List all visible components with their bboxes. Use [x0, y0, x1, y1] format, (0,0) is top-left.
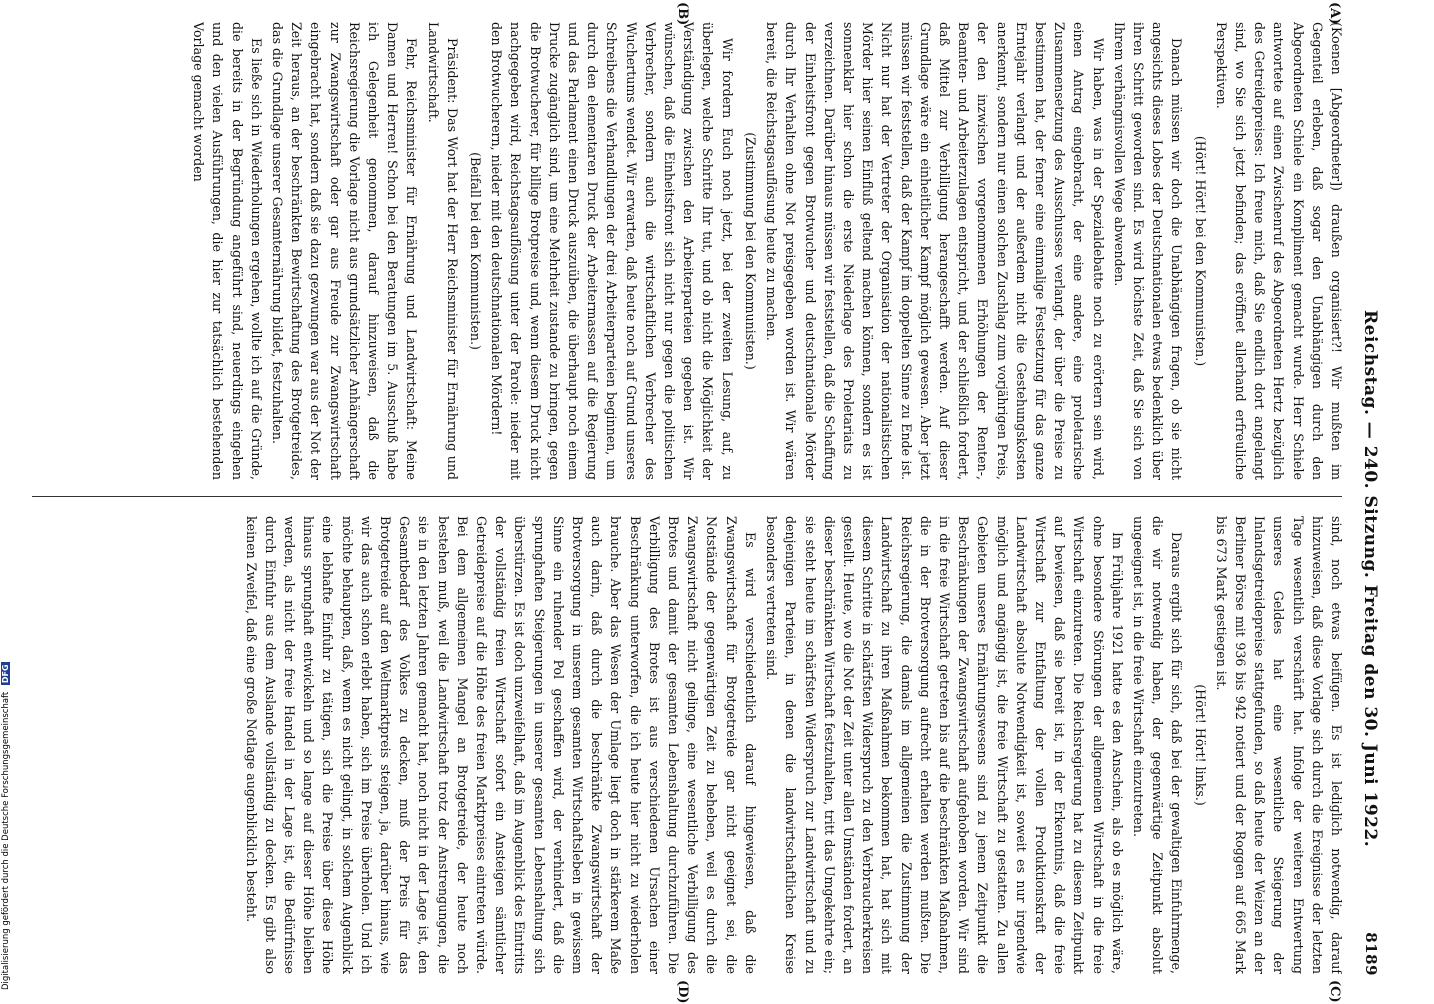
paragraph: Wir haben, was in der Spezialdebatte noch zu erörtern sein wird, einen Antrag eingebracht, der eine andere, eine proletarische Zusammensetzung des Ausschusses verlangt, der über die Preise zu bestimmen hat, der ferner eine einmalige Festsetzung für das ganze Erntejahr verlangt und der außerdem nicht die Gestehungskosten anerkennt, sondern nur einen solchen Zuschlag zum vorjährigen Preis, der den inzwischen vorgenommenen Erhöhungen der Renten-, Beamten- und Arbeiterzulagen entspricht, und der schließlich fordert, daß Mittel zur Verbilligung herangeschafft werden. Auf dieser Grundlage wäre ein einheitlicher Kampf möglich gewesen. Aber jetzt müssen wir feststellen, daß der Kampf im doppelten Sinne zu Ende ist. Nicht nur hat der Vertreter der Organisation der nationalistischen Mörder hier seinen Einfluß geltend machen können, sondern es ist sonnenklar hier schon die erste Niederlage des Proletariats zu verzeichnen. Darüber hinaus müssen wir feststellen, daß die Schaffung der Einheitsfront gegen Brotwucher und deutschnationale Mörder durch Ihr Verhalten ohne Not preisgegeben worden ist. Wir wären bereit, die Reichstagsauflösung heute zu machen. [764, 22, 1106, 480]
paragraph: Daraus ergibt sich für sich, daß bei der gewaltigen Einfuhrmenge, die wir notwendig haben, der gegenwärtige Zeitpunkt absolut ungeeignet ist, in die freie Wirtschaft einzutreten. [1130, 516, 1185, 974]
interjection: (Hört! Hört! links.) [1192, 684, 1208, 806]
interjection: (Beifall bei den Kommunisten.) [468, 152, 484, 350]
margin-mark-b: (B) [675, 2, 690, 26]
paragraph: Danach müssen wir doch die Unabhängigen fragen, ob sie nicht angesichts dieses Lobes der Deutschnationalen etwas bedenklich über ihren Schritt geworden sind. Es wird höchste Zeit, daß Sie sich von Ihrem verhängnisvollen Wege abwenden. [1111, 22, 1185, 480]
margin-mark-c: (C) [1327, 980, 1342, 1003]
speaker-paragraph: Präsident: Das Wort hat der Herr Reichsminister für Ernährung und Landwirtschaft. [425, 22, 460, 480]
right-column [26, 516, 1346, 974]
rotated-scan-page [10, 0, 1390, 1004]
margin-mark-a: (A) [1327, 2, 1342, 25]
credit-text: Digitalisierung gefördert durch die Deutsche Forschungsgemeinschaft [1, 691, 11, 990]
paragraph: Es ließe sich in Wiederholungen ergehen, wollte ich auf die Gründe, die bereits in der Begründung angeführt sind, neuerdings eingehen und den vielen Ausführungen, die hier zur tatsächlich bestehenden Vorlage gemacht worden [191, 22, 264, 480]
paragraph: (Koenen [Abgeordneter]) draußen organisiert?! Wir mußten im Gegenteil erleben, daß sogar den Unabhängigen durch den Abgeordneten Schiele ein Kompliment gemacht wurde. Herr Schiele antwortete auf einen Zwischenruf des Abgeordneten Hertz bezüglich des Getreidepreises: Ich freue mich, daß Sie endlich dort angelangt sind, wo Sie sich jetzt befinden; das eröffnet allerhand erfreuliche Perspektiven. [1213, 22, 1344, 480]
paragraph: Wir fordern Euch noch jetzt, bei der zweiten Lesung, auf, zu überlegen, welche Schritte Ihr tut, und ob nicht die Möglichkeit der Verständigung zwischen den Arbeiterparteien gegeben ist. Wir wünschen, daß die Einheitsfront sich nicht nur gegen die politischen Verbrecher, sondern auch die wirtschaftlichen Verbrecher des Wuchertums wendet. Wir erwarten, daß heute noch auf Grund unseres Schreibens die Verhandlungen der drei Arbeiterparteien beginnen, um durch den elementaren Druck der Arbeitermassen auf die Regierung und das Parlament einen Druck auszuüben, die überhaupt noch einem Drucke zugänglich sind, um eine Mehrheit zustande zu bringen, gegen die Brotwucherer, für billige Brotpreise und, wenn diesem Druck nicht nachgegeben wird, Reichstagsauflösung unter der Parole: nieder mit den Brotwucherern, nieder mit den deutschnationalen Mördern! [489, 22, 735, 480]
running-head [1354, 20, 1384, 980]
interjection: (Zustimmung bei den Kommunisten.) [742, 132, 758, 370]
paragraph: Im Frühjahre 1921 hatte es den Anschein, als ob es möglich wäre, ohne besondere Störungen der allgemeinen Wirtschaft in die freie Wirtschaft einzutreten. Die Reichsregierung hat zu diesem Zeitpunkt auf bewiesen, daß sie bereit ist, in der Erkenntnis, daß die freie Wirtschaft zur Entfaltung der vollen Produktionskraft der Landwirtschaft absolute Notwendigkeit ist, soweit es nur irgendwie möglich und angängig ist, die freie Wirtschaft zu gestatten. Zu allen Gebieten unseres Ernährungswesens sind zu jenem Zeitpunkt die Beschränkungen der Zwangswirtschaft aufgehoben worden. Wir sind in die freie Wirtschaft getreten bis auf die beschränkten Maßnahmen, die in der Brotversorgung aufrecht erhalten werden mußten. Die Reichsregierung, die damals im allgemeinen die Zustimmung der Landwirtschaft zu ihren Maßnahmen bekommen hat, hat sich mit diesem Schritte in schärfsten Widerspruch zu den Verbraucherkreisen gestellt. Heute, wo die Not der Zeit unter allen Umständen fordert, an dieser beschränkten Wirtschaft festzuhalten, tritt das Umgekehrte ein; sie steht heute im schärfsten Widerspruch zur Landwirtschaft und zu denjenigen Parteien, in denen die landwirtschaftlichen Kreise besonders vertreten sind. [764, 516, 1125, 974]
page-number: 8189 [1362, 932, 1380, 976]
dfg-logo: DFG [1, 664, 10, 684]
left-column [26, 22, 1346, 480]
interjection: (Hört! Hört! bei den Kommunisten.) [1192, 135, 1208, 367]
digitization-credit [1, 590, 13, 990]
running-title: Reichstag. — 240. Sitzung. Freitag den 30. Juni 1922. [1360, 310, 1380, 848]
paragraph: Es wird verschiedentlich darauf hingewiesen, daß die Zwangswirtschaft für Brotgetreide gar nicht geeignet sei, die Notstände der gegenwärtigen Zeit zu beheben, weil es durch die Zwangswirtschaft nicht gelinge, eine wesentliche Verbilligung des Brotes und damit der gesamten Lebenshaltung durchzuführen. Die Verbilligung des Brotes ist aus verschiedenen Ursachen einer Beschränkung unterworfen, die ich heute hier nicht zu wiederholen brauche. Aber das Wesen der Umlage liegt doch in stärkerem Maße auch darin, daß durch die beschränkte Zwangswirtschaft der Brotversorgung in unserem gesamten Wirtschaftsleben in gewissem Sinne ein ruhender Pol geschaffen wird, der verhindert, daß die sprunghaften Steigerungen in unserer gesamten Lebenshaltung sich überstürzen. Es ist doch unzweifelhaft, daß im Augenblick des Eintritts der vollständig freien Wirtschaft sofort ein Ansteigen sämtlicher Getreidepreise auf die Höhe des freien Marktpreises eintreten würde. Bei dem allgemeinen Mangel an Brotgetreide, der heute noch bestehen muß, weil die Landwirtschaft trotz der Anstrengungen, die sie in den letzten Jahren gemacht hat, noch nicht in der Lage ist, den Gesamtbedarf des Volkes zu decken, muß der Preis für das Brotgetreide auf den Weltmarktpreis steigen, ja, darüber hinaus, wie wir das auch schon erlebt haben, sich im Preise überholen. Und ich möchte behaupten, daß, wenn es nicht gelingt, in solchem Augenblick eine lebhafte Einfuhr zu tätigen, sich die Preise über diese Höhe hinaus sprunghaft entwickeln und so lange auf dieser Höhe bleiben werden, als nicht der freie Handel in der Lage ist, die Bedürfnisse durch Einfuhr aus dem Auslande vollständig zu decken. Es gibt also keinen Zweifel, daß eine große Notlage augenblicklich besteht. [243, 516, 758, 974]
paragraph: sind, noch etwas beifügen. Es ist lediglich notwendig, darauf hinzuweisen, daß diese Vorlage sich durch die Ereignisse der letzten Tage wesentlich verschärft hat. Infolge der weiteren Entwertung unseres Geldes hat eine wesentliche Steigerung der Inlandsgetreidepreise stattgefunden, so daß heute der Weizen an der Berliner Börse mit 936 bis 942 notiert und der Roggen auf 665 Mark bis 673 Mark gestiegen ist. [1213, 516, 1344, 974]
speaker-paragraph: Fehr, Reichsminister für Ernährung und Landwirtschaft: Meine Damen und Herren! Schon bei den Beratungen im 5. Ausschuß habe ich Gelegenheit genommen, darauf hinzuweisen, daß die Reichsregierung die Vorlage nicht aus grundsätzlicher Anhängerschaft zur Zwangswirtschaft oder gar aus Freude zur Zwangswirtschaft eingebracht hat, sondern daß sie dazu gezwungen war aus der Not der Zeit heraus, an der beschränkten Bewirtschaftung des Brotgetreides, das die Grundlage unserer Gesamternährung bildet, festzuhalten. [270, 22, 420, 480]
column-divider [32, 496, 1342, 497]
margin-mark-d: (D) [675, 980, 690, 1004]
